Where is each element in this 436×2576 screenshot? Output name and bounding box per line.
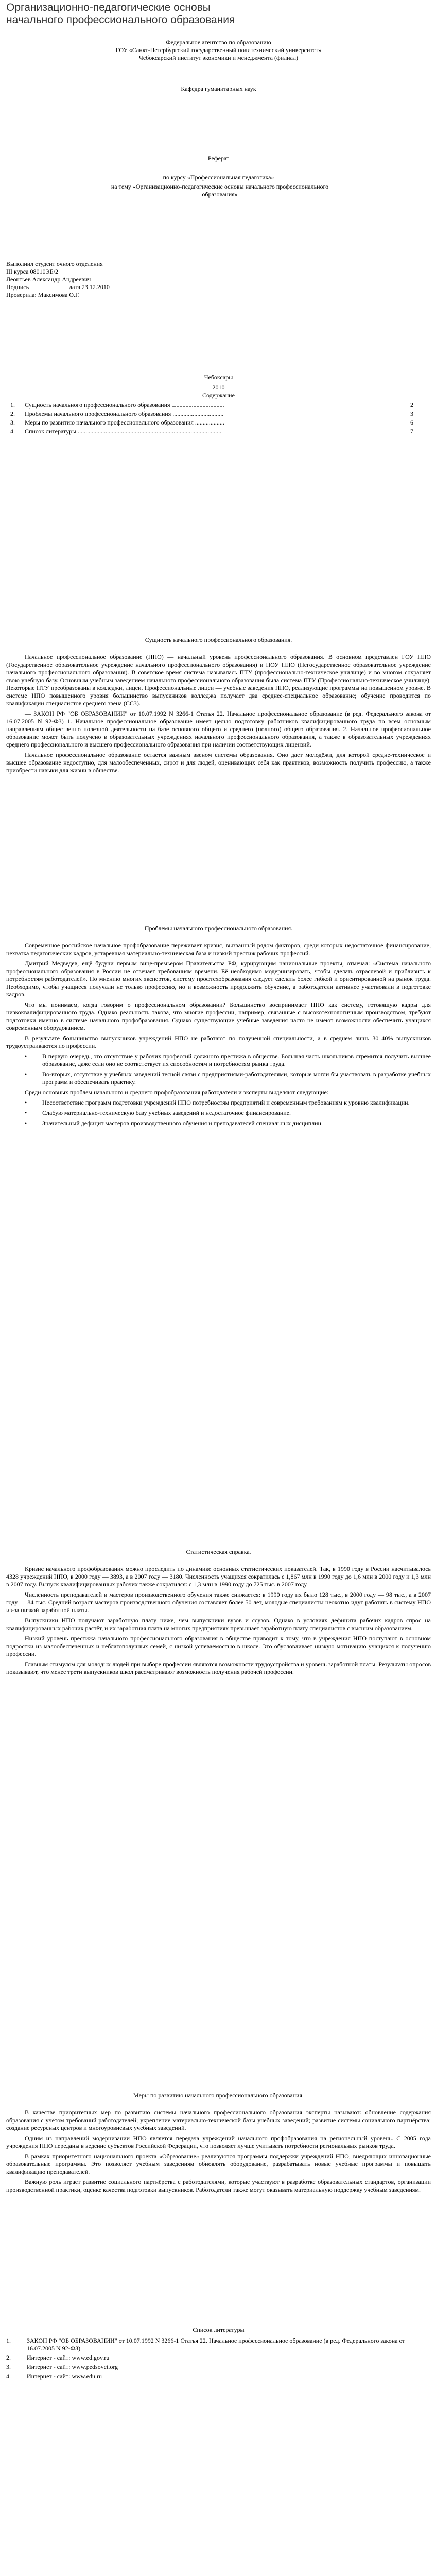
literature-item	[6, 2363, 431, 2371]
list-item	[6, 1099, 431, 1107]
section-heading: Сущность начального профессионального образования.	[145, 636, 292, 643]
student-name: Леонтьев Александр Андреевич	[6, 276, 91, 283]
list-item-text: Значительный дефицит мастеров производственного обучения и преподавателей специальных дисциплин.	[42, 1120, 323, 1127]
literature-items	[6, 2337, 431, 2380]
student-group: III курса 08010ЭЕ/2	[6, 268, 59, 275]
problems-bullets	[6, 1053, 431, 1086]
section-measures	[6, 2092, 431, 2196]
problems-list	[6, 1099, 431, 1127]
university-name: ГОУ «Санкт-Петербургский государственный политехнический университет»	[115, 46, 322, 54]
literature-item	[6, 2372, 431, 2380]
toc-item-title: Список литературы .............................................................................................	[25, 428, 222, 435]
toc-item-page: 3	[410, 410, 413, 417]
list-item-text: Несоответствие программ подготовки учреждений НПО потребностям предприятий и современным требованиям к уровню квалификации.	[42, 1099, 410, 1106]
list-item-text: Во-вторых, отсутствие у учебных заведений тесной связи с предприятиями-работодателями, которые могли бы участвовать в разработке учебных программ и обеспечивать практику.	[42, 1071, 431, 1086]
toc-item-number: 1.	[10, 401, 15, 409]
literature-link[interactable]: Интернет - сайт: www.pedsovet.org	[27, 2363, 118, 2370]
work-type: Реферат	[207, 155, 230, 162]
section-paragraphs	[6, 1565, 431, 1676]
paragraph: Современное российское начальное профобразование переживает кризис, вызванный рядом факторов, среди которых недостаточное финансирование, нехватка педагогических кадров, устаревшая материально-техническая база и низкий престиж рабочих профессий.	[6, 942, 431, 957]
bullet-icon: •	[25, 1099, 27, 1106]
literature-number: 4.	[6, 2372, 11, 2380]
paragraph: Одним из направлений модернизации НПО является передача учреждений начального профобразования на региональный уровень. С 2005 года учреждения НПО переданы в ведение субъектов Российской Федерации, что позволяет лучше учитывать потребности региональных рынков труда.	[6, 2134, 431, 2149]
toc-item-page: 7	[410, 428, 413, 435]
paragraph: — ЗАКОН РФ "ОБ ОБРАЗОВАНИИ" от 10.07.1992 N 3266-1 Статья 22. Начальное профессиональное образование (в ред. Федерального закона от 16.07.2005 N 92-ФЗ) 1. Начальное профессиональное образование имеет целью подготовку работников квалифицированного труда по всем основным направлениям общественно полезной деятельности на базе основного общего и среднего (полного) общего образования. 2. Начальное профессиональное образование может быть получено в образовательных учреждениях начального профессионального образования, а также в образовательных учреждениях среднего профессионального и высшего профессионального образования при наличии соответствующих лицензий.	[6, 710, 431, 748]
paragraph: Дмитрий Медведев, ещё будучи первым вице-премьером Правительства РФ, курирующим национальные проекты, отмечал: «Система начального профессионального образования в России не отвечает требованиям времени. Её необходимо модернизировать, чтобы сделать отраслевой и приблизить к потребностям работодателей». По мнению многих экспертов, систему профтехобразования следует сделать более гибкой и ориентированной на рынок труда. Необходимо, чтобы учащиеся получали не только профессию, но и возможность продолжить обучение, а работодатели активнее участвовали в подготовке кадров.	[6, 960, 431, 998]
literature-list	[6, 2326, 431, 2382]
list-item-text: Слабую материально-техническую базу учебных заведений и недостаточное финансирование.	[42, 1109, 291, 1116]
paragraph: Важную роль играет развитие социального партнёрства с работодателями, которые участвуют в разработке образовательных стандартов, организации производственной практики, оценке качества подготовки выпускников. Работодатели также могут оказывать материальную поддержку учебным заведениям.	[6, 2178, 431, 2193]
topic-line: на тему «Организационно-педагогические основы начального профессионального образования»	[111, 183, 329, 198]
paragraph: Начальное профессиональное образование остается важным звеном системы образования. Оно дает молодёжи, для которой средне-техническое и высшее образование недоступно, для малообеспеченных, сирот и для людей, оценивающих себя как практиков, возможность получить профессию, а также приобрести навыки для жизни в обществе.	[6, 751, 431, 774]
literature-link[interactable]: Интернет - сайт: www.edu.ru	[27, 2372, 102, 2380]
paragraph: Главным стимулом для молодых людей при выборе профессии являются возможности трудоустройства и уровень заработной платы. Результаты опросов показывают, что менее трети выпускников школ рассматривают возможность получения рабочей профессии.	[6, 1660, 431, 1675]
literature-item	[6, 2337, 431, 2352]
section-paragraphs	[6, 942, 431, 1050]
bullet-icon: •	[25, 1071, 27, 1078]
toc-item-title: Меры по развитию начального профессионального образования ...................	[25, 419, 224, 426]
department-line: Кафедра гуманитарных наук	[181, 85, 256, 92]
literature-text: ЗАКОН РФ "ОБ ОБРАЗОВАНИИ" от 10.07.1992 N 3266-1 Статья 22. Начальное профессиональное образование (в ред. Федерального закона от 16.07.2005 N 92-ФЗ)	[27, 2337, 405, 2352]
table-of-contents	[6, 392, 431, 436]
paragraph: Численность преподавателей и мастеров производственного обучения также снижается: в 1990 году их было 128 тыс., в 2000 году — 98 тыс., а в 2007 году — 84 тыс. Средний возраст мастеров производственного обучения составляет более 50 лет, молодые специалисты неохотно идут работать в систему НПО из-за низкой заработной платы.	[6, 1591, 431, 1614]
bullet-icon: •	[25, 1053, 27, 1060]
list-item	[6, 1109, 431, 1117]
section-heading: Меры по развитию начального профессионального образования.	[133, 2092, 304, 2099]
literature-number: 3.	[6, 2363, 11, 2370]
toc-item[interactable]	[6, 410, 431, 418]
literature-number: 1.	[6, 2337, 11, 2344]
toc-item-number: 4.	[10, 428, 15, 435]
section-problems	[6, 925, 431, 1130]
bullet-icon: •	[25, 1120, 27, 1127]
toc-item-page: 2	[410, 401, 413, 409]
city: Чебоксары	[204, 374, 233, 381]
paragraph: В рамках приоритетного национального проекта «Образование» реализуются программы поддержки учреждений НПО, внедряющих инновационные образовательные программы. Это позволяет учебным заведениям обновлять оборудование, разрабатывать новые учебные программы и повышать квалификацию преподавателей.	[6, 2153, 431, 2175]
year: 2010	[212, 384, 225, 391]
paragraph: В качестве приоритетных мер по развитию системы начального профессионального образования эксперты называют: обновление содержания образования с учётом требований работодателей; укрепление материально-технической базы учебных заведений; развитие системы социального партнёрства; создание ресурсных центров и многоуровневых учебных заведений.	[6, 2109, 431, 2131]
section-heading: Статистическая справка.	[186, 1548, 251, 1555]
toc-item-number: 3.	[10, 419, 15, 426]
document-title: Организационно-педагогические основы начального профессионального образования	[6, 2, 235, 26]
list-item	[6, 1071, 431, 1086]
toc-list	[6, 401, 431, 435]
signature-line: Подпись ____________ дата 23.12.2010	[6, 283, 110, 291]
paragraph: Начальное профессиональное образование (НПО) — начальный уровень профессионального образования. В основном представлен ГОУ НПО (Государственное образовательное учреждение начального профессионального образования) и НОУ НПО (Негосударственное образовательное учреждение начального профессионального образования). В советское время система называлась ПТУ (профессионально-техническое училище) и во многом сохраняет свою учебную базу. Основным учебным заведением начального профессионального образования была система ПТУ (Профессионально-техническое училище). Некоторые ПТУ преобразованы в колледжи, лицеи. Профессиональные лицеи — учебные заведения НПО, реализующие программы на повышенном уровне. В системе НПО повышенного уровня большинство выпускников колледжа получает два среднее-специальное образование; обучение проводится по квалификации специалистов среднего звена (ССЗ).	[6, 653, 431, 707]
section-paragraphs	[6, 2109, 431, 2194]
toc-item-number: 2.	[10, 410, 15, 417]
list-item	[6, 1120, 431, 1127]
section-paragraphs	[6, 653, 431, 774]
list-item	[6, 1053, 431, 1068]
literature-number: 2.	[6, 2354, 11, 2361]
toc-item[interactable]	[6, 428, 431, 435]
performer-line: Выполнил студент очного отделения	[6, 260, 103, 267]
toc-heading: Содержание	[202, 392, 235, 399]
list-item-text: В первую очередь, это отсутствие у рабочих профессий должного престижа в обществе. Большая часть школьников стремится получить высшее образование, даже если оно не соответствует их способностям и потребностям рынка труда.	[42, 1053, 431, 1067]
agency-name: Федеральное агентство по образованию	[166, 39, 271, 46]
paragraph: Низкий уровень престижа начального профессионального образования в обществе приводит к тому, что в учреждения НПО поступают в основном подростки из малообеспеченных и неблагополучных семей, с низкой успеваемостью в школе. Это обусловливает низкую мотивацию учащихся к получению профессии.	[6, 1635, 431, 1657]
paragraph: Среди основных проблем начального и среднего профобразования работодатели и эксперты выделяют следующие:	[25, 1089, 329, 1096]
branch-name: Чебоксарский институт экономики и менеджмента (филиал)	[139, 54, 298, 61]
title-page	[6, 39, 431, 62]
bullet-icon: •	[25, 1109, 27, 1116]
paragraph: Что мы понимаем, когда говорим о профессиональном образовании? Большинство воспринимает НПО как систему, готовящую кадры для низкоквалифицированного труда. Однако реальность такова, что многие профессии, например, связанные с высокотехнологичным производством, требуют подготовки именно в системе начального профобразования. Однако существующие учебные заведения часто не имеют возможности обеспечить учащихся современным оборудованием.	[6, 1001, 431, 1031]
toc-item-page: 6	[410, 419, 413, 426]
toc-item[interactable]	[6, 401, 431, 409]
paragraph: Кризис начального профобразования можно проследить по динамике основных статистических показателей. Так, в 1990 году в России насчитывалось 4328 учреждений НПО, в 2000 году — 3893, а в 2007 году — 3180. Численность учащихся сократилась с 1,867 млн в 1990 году до 1,6 млн в 2000 году и 1,3 млн в 2007 году. Выпуск квалифицированных рабочих также сократился: с 1,3 млн в 1990 году до 725 тыс. в 2007 году.	[6, 1565, 431, 1588]
city-year	[6, 374, 431, 392]
paragraph: В результате большинство выпускников учреждений НПО не работают по полученной специальности, а в среднем лишь 30–40% выпускников трудоустраиваются по профессии.	[6, 1035, 431, 1049]
discipline-line: по курсу «Профессиональная педагогика»	[163, 174, 274, 181]
performer-block	[6, 260, 431, 299]
literature-heading: Список литературы	[193, 2326, 245, 2333]
section-heading: Проблемы начального профессионального образования.	[144, 925, 293, 932]
section-statistics	[6, 1548, 431, 1679]
paragraph: Выпускники НПО получают заработную плату ниже, чем выпускники вузов и ссузов. Однако в условиях дефицита рабочих кадров спрос на квалифицированных рабочих растёт, и их заработная плата на многих предприятиях превышает заработную плату специалистов с высшим образованием.	[6, 1617, 431, 1632]
literature-item	[6, 2354, 431, 2362]
section-essence	[6, 636, 431, 777]
toc-item-title: Сущность начального профессионального образования ..................................	[25, 401, 224, 409]
literature-link[interactable]: Интернет - сайт: www.ed.gov.ru	[27, 2354, 110, 2361]
toc-item-title: Проблемы начального профессионального образования .................................	[25, 410, 224, 417]
toc-item[interactable]	[6, 419, 431, 427]
checked-by: Проверила: Максимова О.Г.	[6, 291, 80, 298]
